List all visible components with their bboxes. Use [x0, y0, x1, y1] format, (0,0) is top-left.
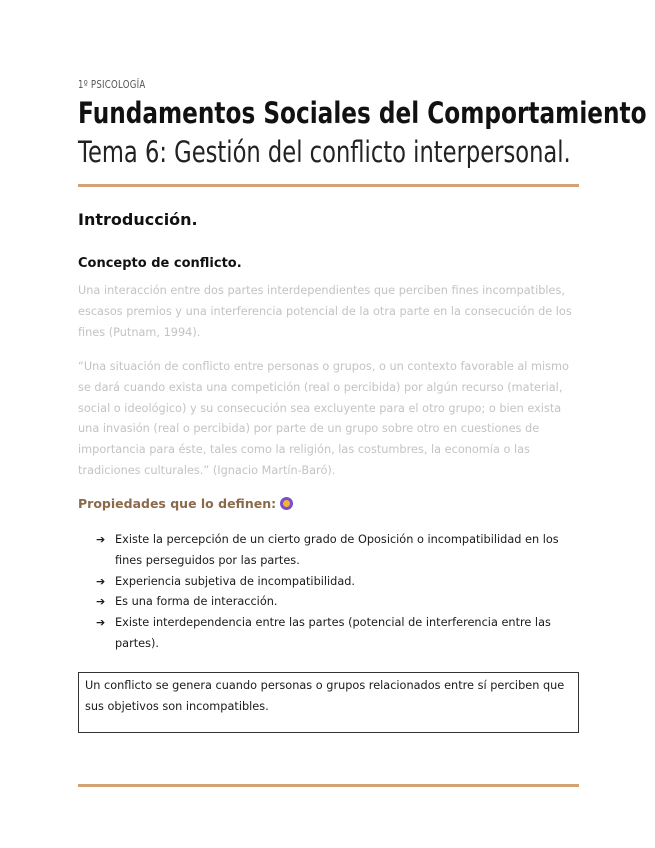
- arrow-right-icon: ➔: [96, 595, 106, 609]
- document-title: Fundamentos Sociales del Comportamiento: [78, 96, 647, 130]
- properties-list: [96, 530, 581, 655]
- list-item-text: Experiencia subjetiva de incompatibilidad.: [115, 574, 356, 588]
- callout-text: Un conflicto se genera cuando personas o grupos relacionados entre sí perciben que sus objetivos son incompatibles.: [85, 679, 565, 713]
- list-item: [96, 613, 581, 655]
- course-label: 1º PSICOLOGÍA: [78, 78, 146, 91]
- properties-heading-text: Propiedades que lo definen:: [78, 496, 277, 511]
- list-item: [96, 592, 581, 613]
- list-item: [96, 572, 581, 593]
- properties-heading: [78, 496, 293, 511]
- list-item-text: Existe interdependencia entre las partes (potencial de interferencia entre las partes).: [115, 616, 551, 650]
- bottom-divider: [78, 784, 579, 787]
- arrow-right-icon: ➔: [96, 533, 106, 546]
- document-subtitle: Tema 6: Gestión del conflicto interpersonal.: [78, 135, 571, 169]
- definition-paragraph-2: “Una situación de conflicto entre personas o grupos, o un contexto favorable al mismo se dará cuando exista una competición (real o percibida) por algún recurso (material, social o ideológico) y su consecución sea excluyente para el otro grupo; o bien exista una invasión (real o percibida) por parte de un grupo sobre otro en cuestiones de importancia para éste, tales como la religión, las costumbres, la economía o las tradiciones culturales.” (Ignacio Martín-Baró).: [78, 360, 569, 477]
- list-item-text: Existe la percepción de un cierto grado de Oposición o incompatibilidad en los fines perseguidos por las partes.: [115, 533, 559, 567]
- section-heading: Introducción.: [78, 210, 198, 229]
- definition-paragraph-1: Una interacción entre dos partes interdependientes que perciben fines incompatibles, escasos premios y una interferencia potencial de la otra parte en la consecución de los fines (Putnam, 1994).: [78, 284, 572, 339]
- arrow-right-icon: ➔: [96, 574, 106, 588]
- list-item-text: Es una forma de interacción.: [115, 595, 278, 609]
- list-item: [96, 530, 581, 572]
- raising-hand-icon: [280, 497, 293, 510]
- arrow-right-icon: ➔: [96, 616, 106, 630]
- section-subheading: Concepto de conflicto.: [78, 256, 242, 271]
- top-divider: [78, 184, 579, 187]
- callout-box: [78, 672, 579, 733]
